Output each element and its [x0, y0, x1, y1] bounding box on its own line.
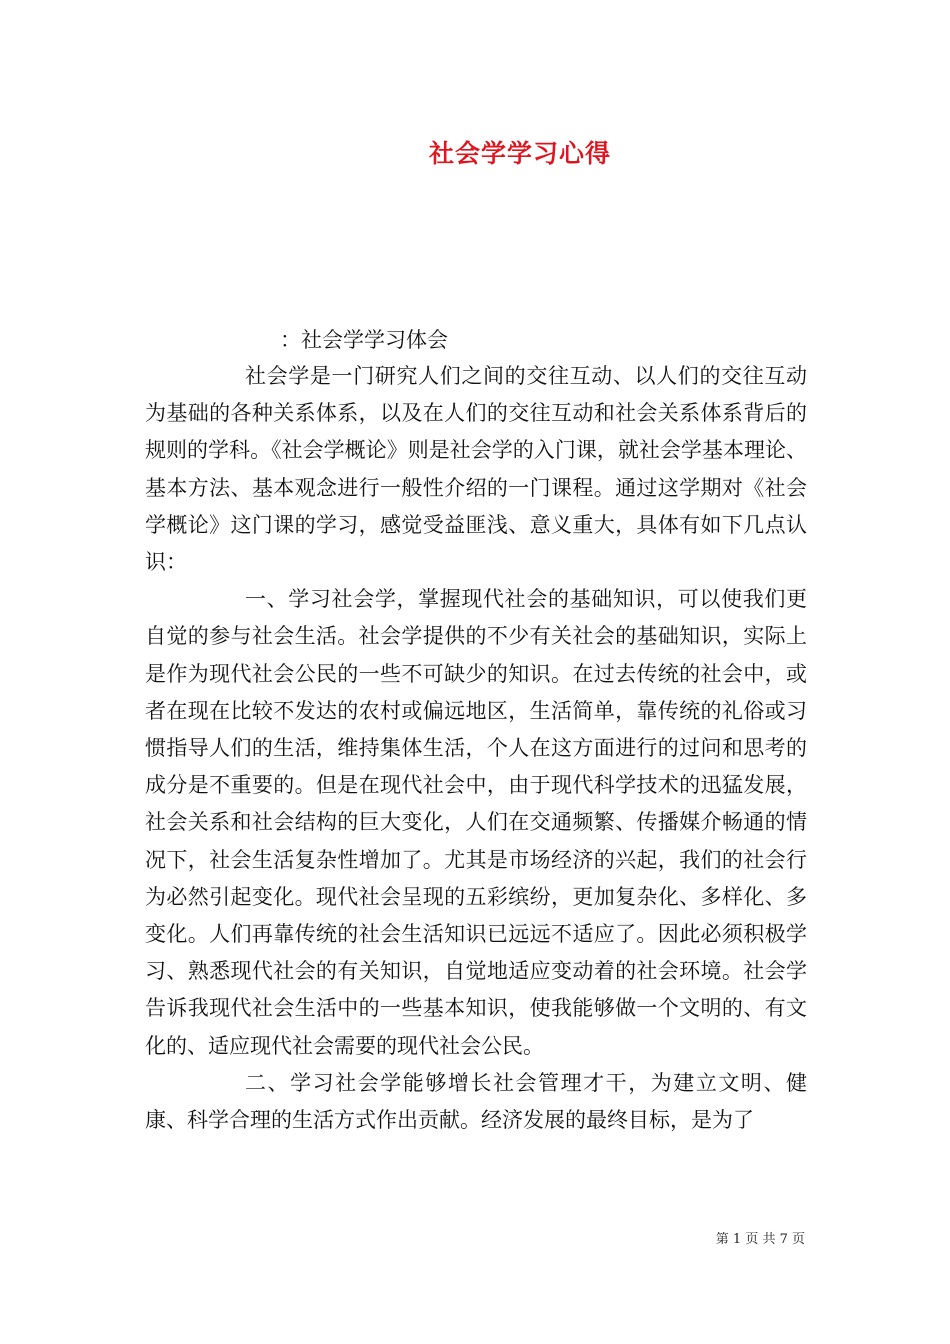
document-body [145, 358, 807, 1139]
document-title: 社会学学习心得 [428, 139, 611, 168]
paragraph-2: 一、学习社会学，掌握现代社会的基础知识，可以使我们更自觉的参与社会生活。社会学提供的不少有关社会的基础知识，实际上是作为现代社会公民的一些不可缺少的知识。在过去传统的社会中，或者在现在比较不发达的农村或偏远地区，生活简单，靠传统的礼俗或习惯指导人们的生活，维持集体生活，个人在这方面进行的过问和思考的成分是不重要的。但是在现代社会中，由于现代科学技术的迅猛发展，社会关系和社会结构的巨大变化，人们在交通频繁、传播媒介畅通的情况下，社会生活复杂性增加了。尤其是市场经济的兴起，我们的社会行为必然引起变化。现代社会呈现的五彩缤纷，更加复杂化、多样化、多变化。人们再靠传统的社会生活知识已远远不适应了。因此必须积极学习、熟悉现代社会的有关知识，自觉地适应变动着的社会环境。社会学告诉我现代社会生活中的一些基本知识，使我能够做一个文明的、有文化的、适应现代社会需要的现代社会公民。 [145, 587, 807, 1058]
paragraph-3: 二、学习社会学能够增长社会管理才干，为建立文明、健康、科学合理的生活方式作出贡献。经济发展的最终目标，是为了 [145, 1070, 807, 1133]
page-footer: 第 1 页 共 7 页 [715, 1232, 805, 1247]
paragraph-1: 社会学是一门研究人们之间的交往互动、以人们的交往互动为基础的各种关系体系，以及在人们的交往互动和社会关系体系背后的规则的学科。《社会学概论》则是社会学的入门课，就社会学基本理论、基本方法、基本观念进行一般性介绍的一门课程。通过这学期对《社会学概论》这门课的学习，感觉受益匪浅、意义重大，具体有如下几点认识： [145, 364, 807, 575]
document-subtitle: ：社会学学习体会 [280, 328, 448, 352]
